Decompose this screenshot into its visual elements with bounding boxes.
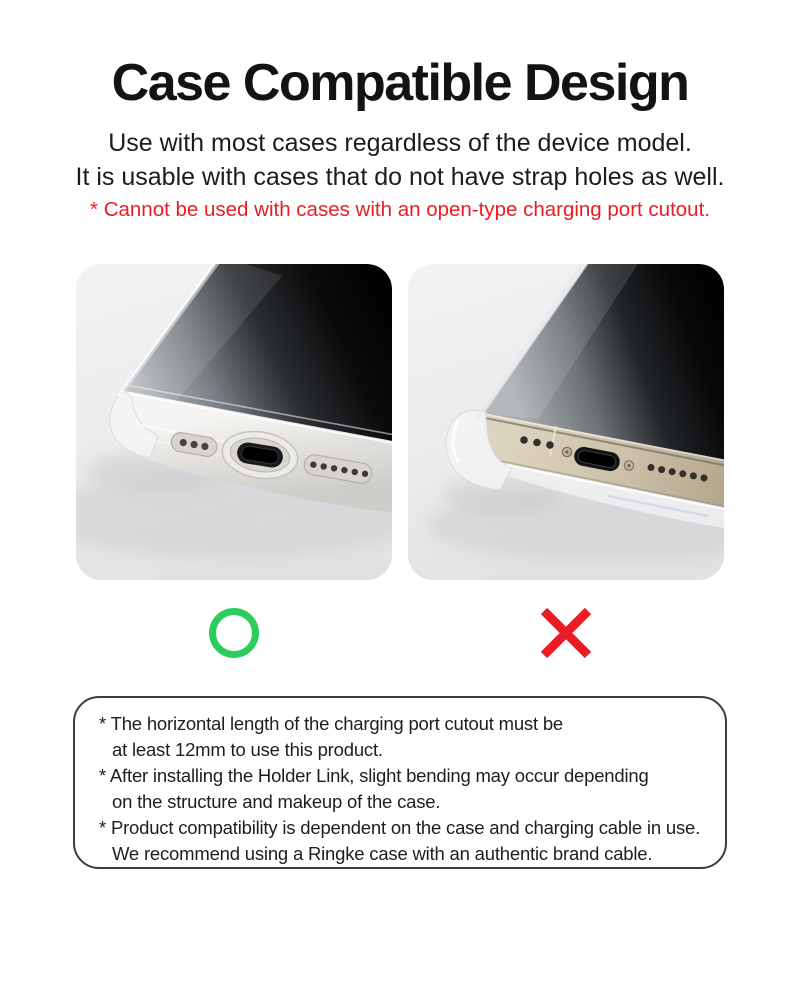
footnote-line: * The horizontal length of the charging port cutout must be bbox=[99, 713, 564, 734]
product-infographic bbox=[0, 52, 800, 982]
page-title: Case Compatible Design bbox=[111, 54, 689, 112]
footnote-line: * After installing the Holder Link, slight bending may occur depending bbox=[99, 765, 649, 786]
footnote-line: * Product compatibility is dependent on the case and charging cable in use. bbox=[99, 817, 701, 838]
footnote-port-length bbox=[99, 711, 711, 763]
case-photo-compatible bbox=[76, 264, 392, 580]
compatible-case-illustration bbox=[76, 264, 392, 580]
footnote-compatibility bbox=[99, 815, 711, 867]
footnote-line: at least 12mm to use this product. bbox=[112, 739, 383, 760]
footnotes-box bbox=[73, 696, 727, 869]
verdict-compatible bbox=[76, 604, 392, 662]
circle-ok-icon bbox=[205, 604, 263, 662]
footnote-line: We recommend using a Ringke case with an authentic brand cable. bbox=[112, 843, 653, 864]
open-type-case-illustration bbox=[408, 264, 724, 580]
comparison-row bbox=[0, 264, 800, 580]
warning-note: * Cannot be used with cases with an open-type charging port cutout. bbox=[90, 198, 710, 221]
subtitle-line-2: It is usable with cases that do not have strap holes as well. bbox=[75, 163, 725, 191]
case-photo-open-type bbox=[408, 264, 724, 580]
cross-no-icon bbox=[538, 605, 594, 661]
subtitle-line-1: Use with most cases regardless of the device model. bbox=[108, 129, 692, 157]
verdict-row bbox=[0, 604, 800, 662]
verdict-incompatible bbox=[408, 604, 724, 662]
footnote-line: on the structure and makeup of the case. bbox=[112, 791, 441, 812]
footnote-bending bbox=[99, 763, 711, 815]
subtitle bbox=[0, 126, 800, 194]
